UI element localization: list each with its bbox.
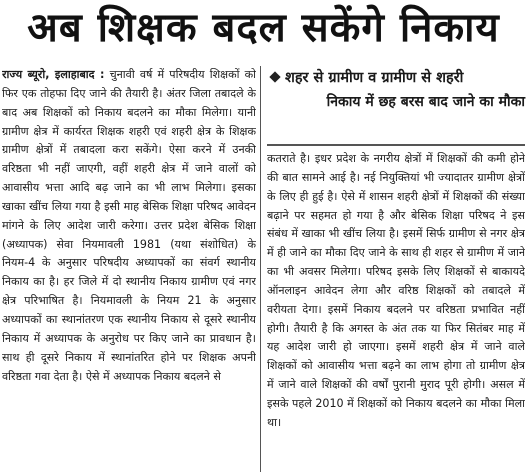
- subheadline-line-1: [267, 66, 525, 90]
- article-column-left: [2, 66, 256, 472]
- subheadline-box: [267, 62, 525, 146]
- subheadline-1: शहर से ग्रामीण व ग्रामीण से शहरी: [285, 70, 464, 86]
- column-divider: [260, 66, 261, 472]
- article-body-left: [2, 66, 256, 386]
- diamond-bullet-icon: [269, 71, 280, 82]
- headline: अब शिक्षक बदल सकेंगे निकाय: [27, 5, 500, 51]
- article-column-right: [267, 150, 525, 472]
- dateline: राज्य ब्यूरो, इलाहाबाद :: [2, 68, 105, 81]
- article-body-right: कतराते है। इधर प्रदेश के नगरीय क्षेत्रों में शिक्षकों की कमी होने की बात सामने आई है। नई नियुक्तियां भी ज्यादातर ग्रामीण क्षेत्रों के लिए ही हुई है। ऐसे में शासन शहरी क्षेत्रों में शिक्षकों की संख्या बढ़ाने पर सहमत हो गया है और बेसिक शिक्षा परिषद ने इस संबंध में खाका भी खींच लिया है। इसमें सिर्फ ग्रामीण से नगर क्षेत्र में ही जाने का मौका दिए जाने के साथ ही शहर से ग्रामीण में जाने का भी अवसर मिलेगा। परिषद इसके लिए शिक्षकों से बाकायदे ऑनलाइन आवेदन लेगा और वरिष्ठ शिक्षकों को तबादले में वरीयता देगा। इसमें निकाय बदलने पर वरिष्ठता प्रभावित नहीं होगी। तैयारी है कि अगस्त के अंत तक या फिर सितंबर माह में यह आदेश जारी हो जाएगा। इसमें शहरी क्षेत्र में जाने वाले शिक्षकों को आवासीय भत्ता बढ़ने का लाभ होगा तो ग्रामीण क्षेत्र में जाने वाले शिक्षकों की वर्षों पुरानी मुराद पूरी होगी। असल में इसके पहले 2010 में शिक्षकों को निकाय बदलने का मौका मिला था।: [267, 152, 525, 429]
- body-left-text: चुनावी वर्ष में परिषदीय शिक्षकों को फिर एक तोहफा दिए जाने की तैयारी है। अंतर जिला तबादले के बाद अब शिक्षकों को निकाय बदलने का मौका मिलेगा। यानी ग्रामीण क्षेत्र में कार्यरत शिक्षक शहरी एवं शहरी क्षेत्र के शिक्षक ग्रामीण क्षेत्रों में तबादला करा सकेंगे। ऐसा करने में उनकी वरिष्ठता भी नहीं जाएगी, वहीं शहरी क्षेत्र में जाने वालों को आवासीय भत्ता आदि बढ़ जाने का भी लाभ मिलेगा। इसका खाका खींच लिया गया है इसी माह बेसिक शिक्षा परिषद आवेदन मांगने के लिए आदेश जारी करेगा। उत्तर प्रदेश बेसिक शिक्षा (अध्यापक) सेवा नियमावली 1981 (यथा संशोधित) के नियम-4 के अनुसार परिषदीय अध्यापकों का संवर्ग स्थानीय निकाय का है। हर जिले में दो स्थानीय निकाय ग्रामीण एवं नगर क्षेत्र परिभाषित है। नियमावली के नियम 21 के अनुसार अध्यापकों का स्थानांतरण एक स्थानीय निकाय से दूसरे स्थानीय निकाय में अध्यापक के अनुरोध पर किए जाने का प्रावधान है। साथ ही दूसरे निकाय में स्थानांतरित होने पर शिक्षक अपनी वरिष्ठता गवा देता है। ऐसे में अध्यापक निकाय बदलने से: [2, 68, 256, 383]
- subheadline-2: निकाय में छह बरस बाद जाने का मौका: [326, 94, 525, 110]
